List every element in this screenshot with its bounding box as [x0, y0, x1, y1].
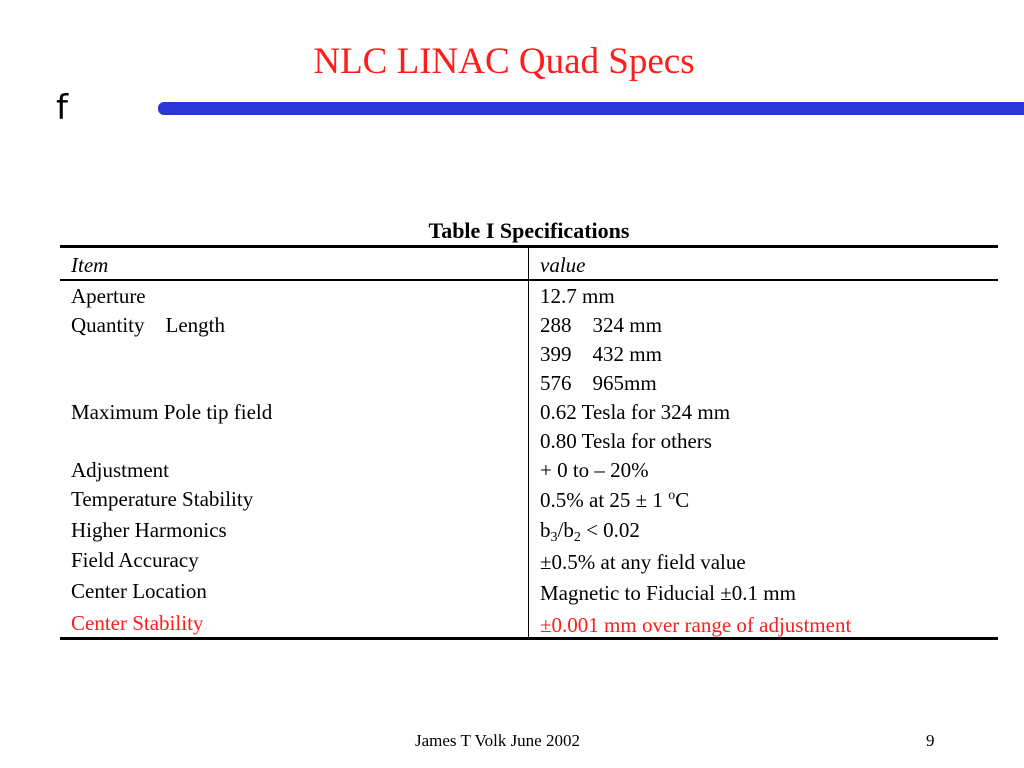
temp-value-prefix: 0.5% at 25 ± 1: [540, 488, 669, 512]
harm-sub1: 3: [550, 530, 558, 545]
temp-value-suffix: C: [675, 488, 690, 512]
row-value-adjustment: + 0 to – 20%: [540, 458, 649, 482]
row-value-field-accuracy: ±0.5% at any field value: [540, 550, 746, 574]
row-item-center-location: Center Location: [71, 579, 207, 603]
slide-footer: James T Volk June 2002: [415, 731, 580, 750]
row-item-adjustment: Adjustment: [71, 458, 169, 482]
row-value-pole-tip-field-1: 0.62 Tesla for 324 mm: [540, 400, 731, 424]
table-header-rule: [60, 279, 998, 281]
header-item: Item: [71, 253, 109, 277]
table-caption: Table I Specifications: [428, 218, 630, 243]
temp-degree-sup: o: [668, 488, 676, 503]
row-value-center-stability: ±0.001 mm over range of adjustment: [540, 613, 852, 637]
table-bottom-rule: [60, 637, 998, 640]
slide-title: NLC LINAC Quad Specs: [313, 41, 695, 82]
row-item-higher-harmonics: Higher Harmonics: [71, 518, 227, 542]
row-item-center-stability: Center Stability: [71, 611, 204, 635]
row-item-field-accuracy: Field Accuracy: [71, 548, 199, 572]
title-underline-bar: [158, 102, 1024, 115]
header-value: value: [540, 253, 586, 277]
table-column-divider: [528, 248, 529, 637]
row-value-quantity-2: 399 432 mm: [540, 342, 662, 366]
row-item-pole-tip-field: Maximum Pole tip field: [71, 400, 273, 424]
row-value-quantity-3: 576 965mm: [540, 371, 657, 395]
row-item-aperture: Aperture: [71, 284, 146, 308]
page-number: 9: [926, 731, 935, 750]
row-value-temperature-stability: [540, 488, 689, 513]
row-value-quantity-1: 288 324 mm: [540, 313, 662, 337]
table-top-rule: [60, 245, 998, 248]
harm-suffix: < 0.02: [580, 518, 640, 542]
row-item-temperature-stability: Temperature Stability: [71, 487, 254, 511]
harm-sub2: 2: [573, 530, 581, 545]
row-value-higher-harmonics: [540, 518, 640, 546]
harm-b1: b: [540, 518, 551, 542]
slide-glyph: f: [56, 88, 68, 128]
row-item-quantity-length: Quantity Length: [71, 313, 225, 337]
row-value-pole-tip-field-2: 0.80 Tesla for others: [540, 429, 712, 453]
row-value-aperture: 12.7 mm: [540, 284, 615, 308]
row-value-center-location: Magnetic to Fiducial ±0.1 mm: [540, 581, 796, 605]
harm-mid: /b: [557, 518, 574, 542]
